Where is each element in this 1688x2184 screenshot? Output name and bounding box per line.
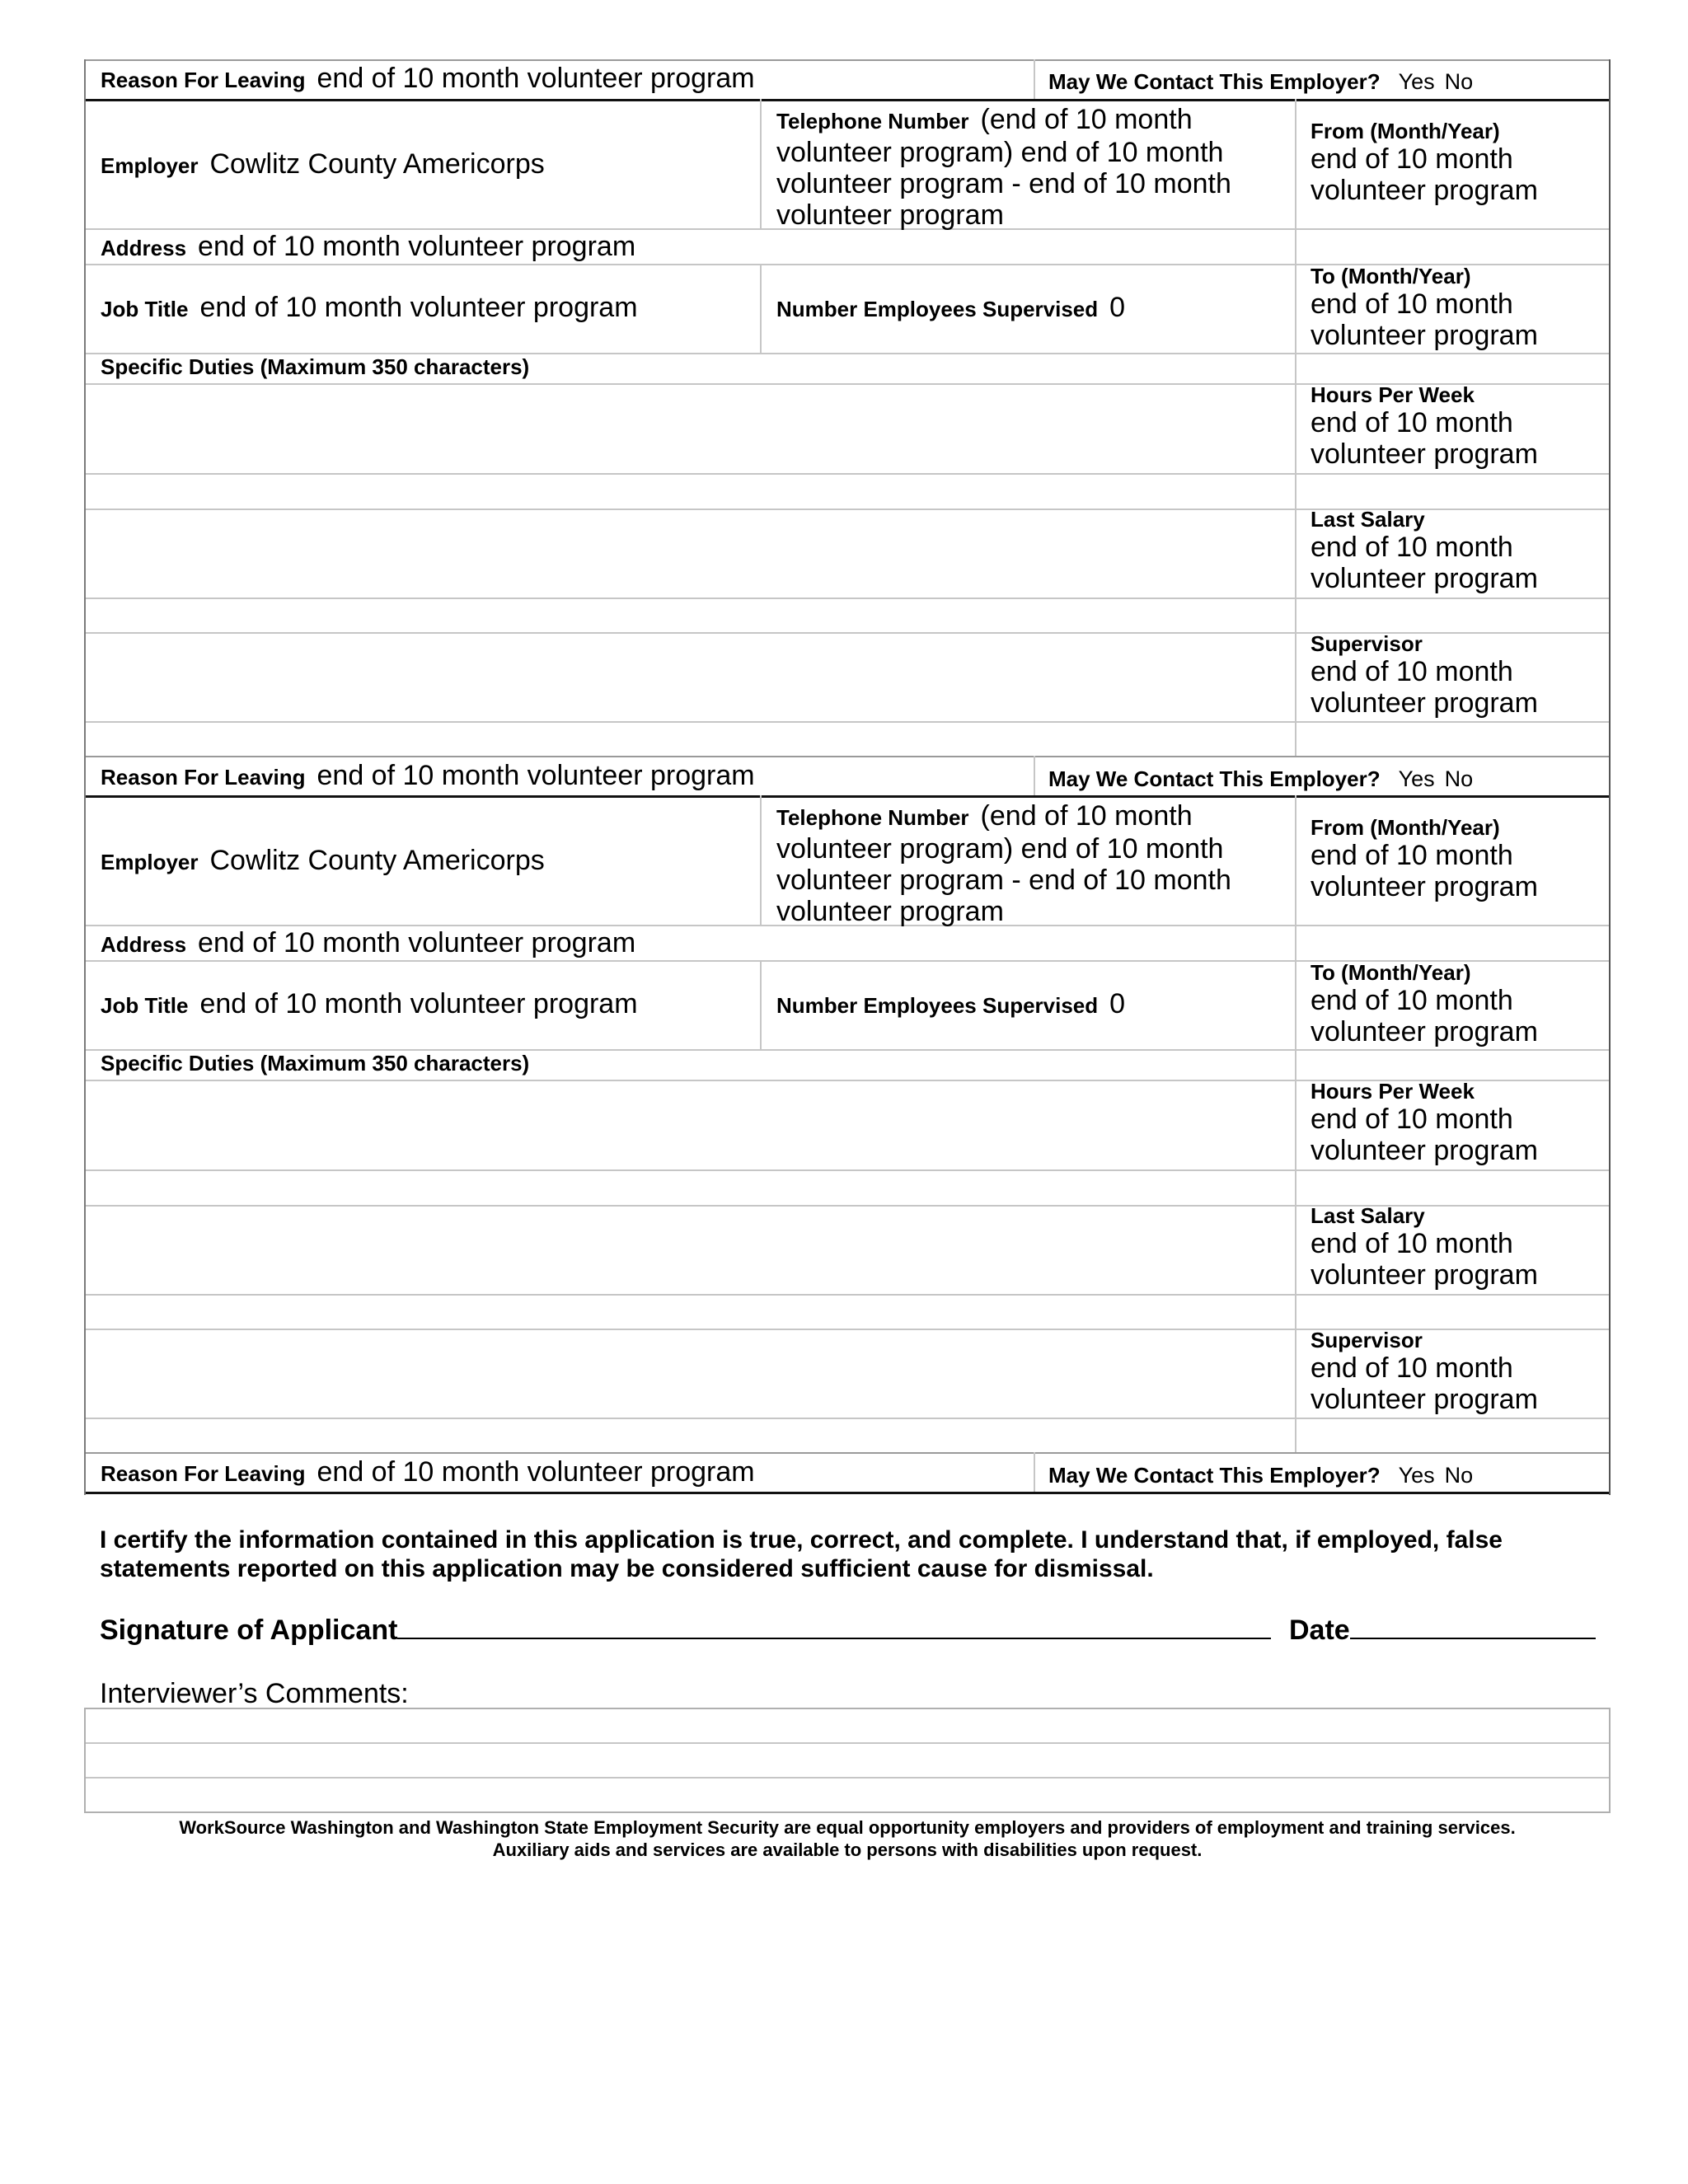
job-title-value: end of 10 month volunteer program	[199, 292, 638, 323]
date-field[interactable]	[1289, 1613, 1596, 1647]
to-date-field[interactable]	[1311, 960, 1599, 1047]
to-date-value: end of 10 month volunteer program	[1311, 288, 1538, 351]
row-border	[86, 1452, 1609, 1454]
to-date-value: end of 10 month volunteer program	[1311, 985, 1538, 1047]
job-title-label: Job Title	[101, 993, 189, 1018]
employees-supervised-value: 0	[1109, 292, 1126, 323]
hours-per-week-label: Hours Per Week	[1311, 1079, 1475, 1104]
date-label: Date	[1289, 1615, 1350, 1646]
employer-value: Cowlitz County Americorps	[209, 845, 545, 876]
specific-duties-field[interactable]	[101, 1051, 529, 1076]
reason-for-leaving-value: end of 10 month volunteer program	[316, 760, 755, 791]
job-title-field[interactable]	[101, 988, 638, 1019]
may-we-contact-label: May We Contact This Employer?	[1048, 766, 1381, 791]
from-date-field[interactable]	[1311, 119, 1599, 206]
date-line[interactable]	[1350, 1613, 1596, 1639]
job-title-value: end of 10 month volunteer program	[199, 988, 638, 1019]
comment-line	[86, 1742, 1609, 1744]
supervisor-field[interactable]	[1311, 631, 1599, 719]
employer-label: Employer	[101, 153, 199, 178]
column-divider	[760, 264, 762, 353]
row-border	[86, 1294, 1609, 1296]
from-date-label: From (Month/Year)	[1311, 815, 1500, 840]
row-border	[86, 598, 1609, 599]
telephone-label: Telephone Number	[776, 805, 969, 830]
address-field[interactable]	[101, 927, 635, 958]
column-divider	[1295, 795, 1296, 1452]
from-date-field[interactable]	[1311, 815, 1599, 902]
from-date-value: end of 10 month volunteer program	[1311, 143, 1538, 206]
signature-field[interactable]	[100, 1613, 1271, 1647]
address-field[interactable]	[101, 231, 635, 262]
signature-line[interactable]	[397, 1613, 1271, 1639]
reason-for-leaving-label: Reason For Leaving	[101, 765, 306, 790]
to-date-label: To (Month/Year)	[1311, 960, 1471, 985]
reason-for-leaving-label: Reason For Leaving	[101, 1461, 306, 1486]
job-title-label: Job Title	[101, 297, 189, 321]
hours-per-week-label: Hours Per Week	[1311, 382, 1475, 407]
last-salary-field[interactable]	[1311, 1203, 1599, 1291]
column-divider	[1034, 1452, 1035, 1492]
employees-supervised-label: Number Employees Supervised	[776, 993, 1099, 1018]
contact-no-option[interactable]: No	[1444, 1463, 1474, 1488]
specific-duties-field[interactable]	[101, 354, 529, 380]
address-value: end of 10 month volunteer program	[198, 231, 636, 262]
column-divider	[1034, 756, 1035, 795]
entry-separator	[86, 795, 1609, 798]
telephone-field[interactable]	[776, 800, 1271, 927]
last-salary-label: Last Salary	[1311, 507, 1425, 532]
hours-per-week-field[interactable]	[1311, 382, 1599, 470]
employment-history-form	[84, 59, 1611, 1495]
to-date-label: To (Month/Year)	[1311, 264, 1471, 288]
contact-yes-option[interactable]: Yes	[1398, 69, 1435, 94]
supervisor-field[interactable]	[1311, 1328, 1599, 1415]
last-salary-field[interactable]	[1311, 507, 1599, 594]
address-label: Address	[101, 932, 187, 957]
form-bottom-border	[86, 1492, 1609, 1494]
contact-yes-option[interactable]: Yes	[1398, 1463, 1435, 1488]
signature-label: Signature of Applicant	[100, 1615, 398, 1646]
reason-for-leaving-field[interactable]	[101, 1456, 755, 1488]
specific-duties-label: Specific Duties (Maximum 350 characters)	[101, 1051, 530, 1076]
entry-separator	[86, 99, 1609, 101]
reason-for-leaving-value: end of 10 month volunteer program	[316, 1456, 755, 1488]
hours-per-week-field[interactable]	[1311, 1079, 1599, 1166]
employees-supervised-label: Number Employees Supervised	[776, 297, 1099, 321]
footer-line-2: Auxiliary aids and services are available to persons with disabilities upon request.	[492, 1840, 1203, 1860]
column-divider	[760, 960, 762, 1049]
column-divider	[760, 795, 762, 925]
telephone-value: (end of 10 month volunteer program) end of 10 month volunteer program - end of 10 month volunteer program	[776, 800, 1231, 927]
may-we-contact-label: May We Contact This Employer?	[1048, 1463, 1381, 1488]
column-divider	[1295, 99, 1296, 756]
employees-supervised-value: 0	[1109, 988, 1126, 1019]
row-border	[86, 59, 1609, 61]
contact-no-option[interactable]: No	[1444, 766, 1474, 791]
may-we-contact-field	[1048, 69, 1473, 95]
reason-for-leaving-field[interactable]	[101, 63, 755, 94]
employees-supervised-field[interactable]	[776, 292, 1125, 323]
supervisor-label: Supervisor	[1311, 1328, 1423, 1352]
employees-supervised-field[interactable]	[776, 988, 1125, 1019]
from-date-value: end of 10 month volunteer program	[1311, 840, 1538, 902]
from-date-label: From (Month/Year)	[1311, 119, 1500, 143]
last-salary-value: end of 10 month volunteer program	[1311, 1228, 1538, 1291]
contact-yes-option[interactable]: Yes	[1398, 766, 1435, 791]
last-salary-value: end of 10 month volunteer program	[1311, 532, 1538, 594]
contact-no-option[interactable]: No	[1444, 69, 1474, 94]
employer-value: Cowlitz County Americorps	[209, 148, 545, 180]
telephone-value: (end of 10 month volunteer program) end of 10 month volunteer program - end of 10 month volunteer program	[776, 104, 1231, 231]
address-value: end of 10 month volunteer program	[198, 927, 636, 958]
telephone-label: Telephone Number	[776, 109, 969, 134]
column-divider	[1034, 59, 1035, 99]
reason-for-leaving-field[interactable]	[101, 760, 755, 791]
hours-per-week-value: end of 10 month volunteer program	[1311, 1104, 1538, 1166]
comment-line	[86, 1777, 1609, 1779]
last-salary-label: Last Salary	[1311, 1203, 1425, 1228]
may-we-contact-field	[1048, 1463, 1473, 1488]
row-border	[86, 473, 1609, 475]
employer-label: Employer	[101, 850, 199, 874]
interviewer-comments-label: Interviewer’s Comments:	[100, 1678, 409, 1709]
hours-per-week-value: end of 10 month volunteer program	[1311, 407, 1538, 470]
row-border	[86, 1169, 1609, 1171]
employer-field[interactable]	[101, 148, 545, 180]
row-border	[86, 721, 1609, 723]
job-title-field[interactable]	[101, 292, 638, 323]
specific-duties-label: Specific Duties (Maximum 350 characters)	[101, 354, 530, 379]
to-date-field[interactable]	[1311, 264, 1599, 351]
address-label: Address	[101, 236, 187, 260]
certification-statement: I certify the information contained in this application is true, correct, and complete. I understand that, if employed, false statements reported on this application may be considered sufficient cause for dismissal.	[100, 1526, 1503, 1582]
footer-notice	[84, 1816, 1611, 1861]
row-border	[86, 1418, 1609, 1419]
supervisor-label: Supervisor	[1311, 631, 1423, 656]
row-border	[86, 756, 1609, 757]
reason-for-leaving-label: Reason For Leaving	[101, 68, 306, 92]
column-divider	[760, 99, 762, 228]
reason-for-leaving-value: end of 10 month volunteer program	[316, 63, 755, 94]
may-we-contact-field	[1048, 766, 1473, 792]
telephone-field[interactable]	[776, 104, 1271, 231]
supervisor-value: end of 10 month volunteer program	[1311, 1352, 1538, 1415]
interviewer-comments-box[interactable]	[84, 1708, 1611, 1813]
may-we-contact-label: May We Contact This Employer?	[1048, 69, 1381, 94]
footer-line-1: WorkSource Washington and Washington State Employment Security are equal opportunity employers and providers of employment and training services.	[179, 1817, 1516, 1838]
employer-field[interactable]	[101, 845, 545, 876]
supervisor-value: end of 10 month volunteer program	[1311, 656, 1538, 719]
